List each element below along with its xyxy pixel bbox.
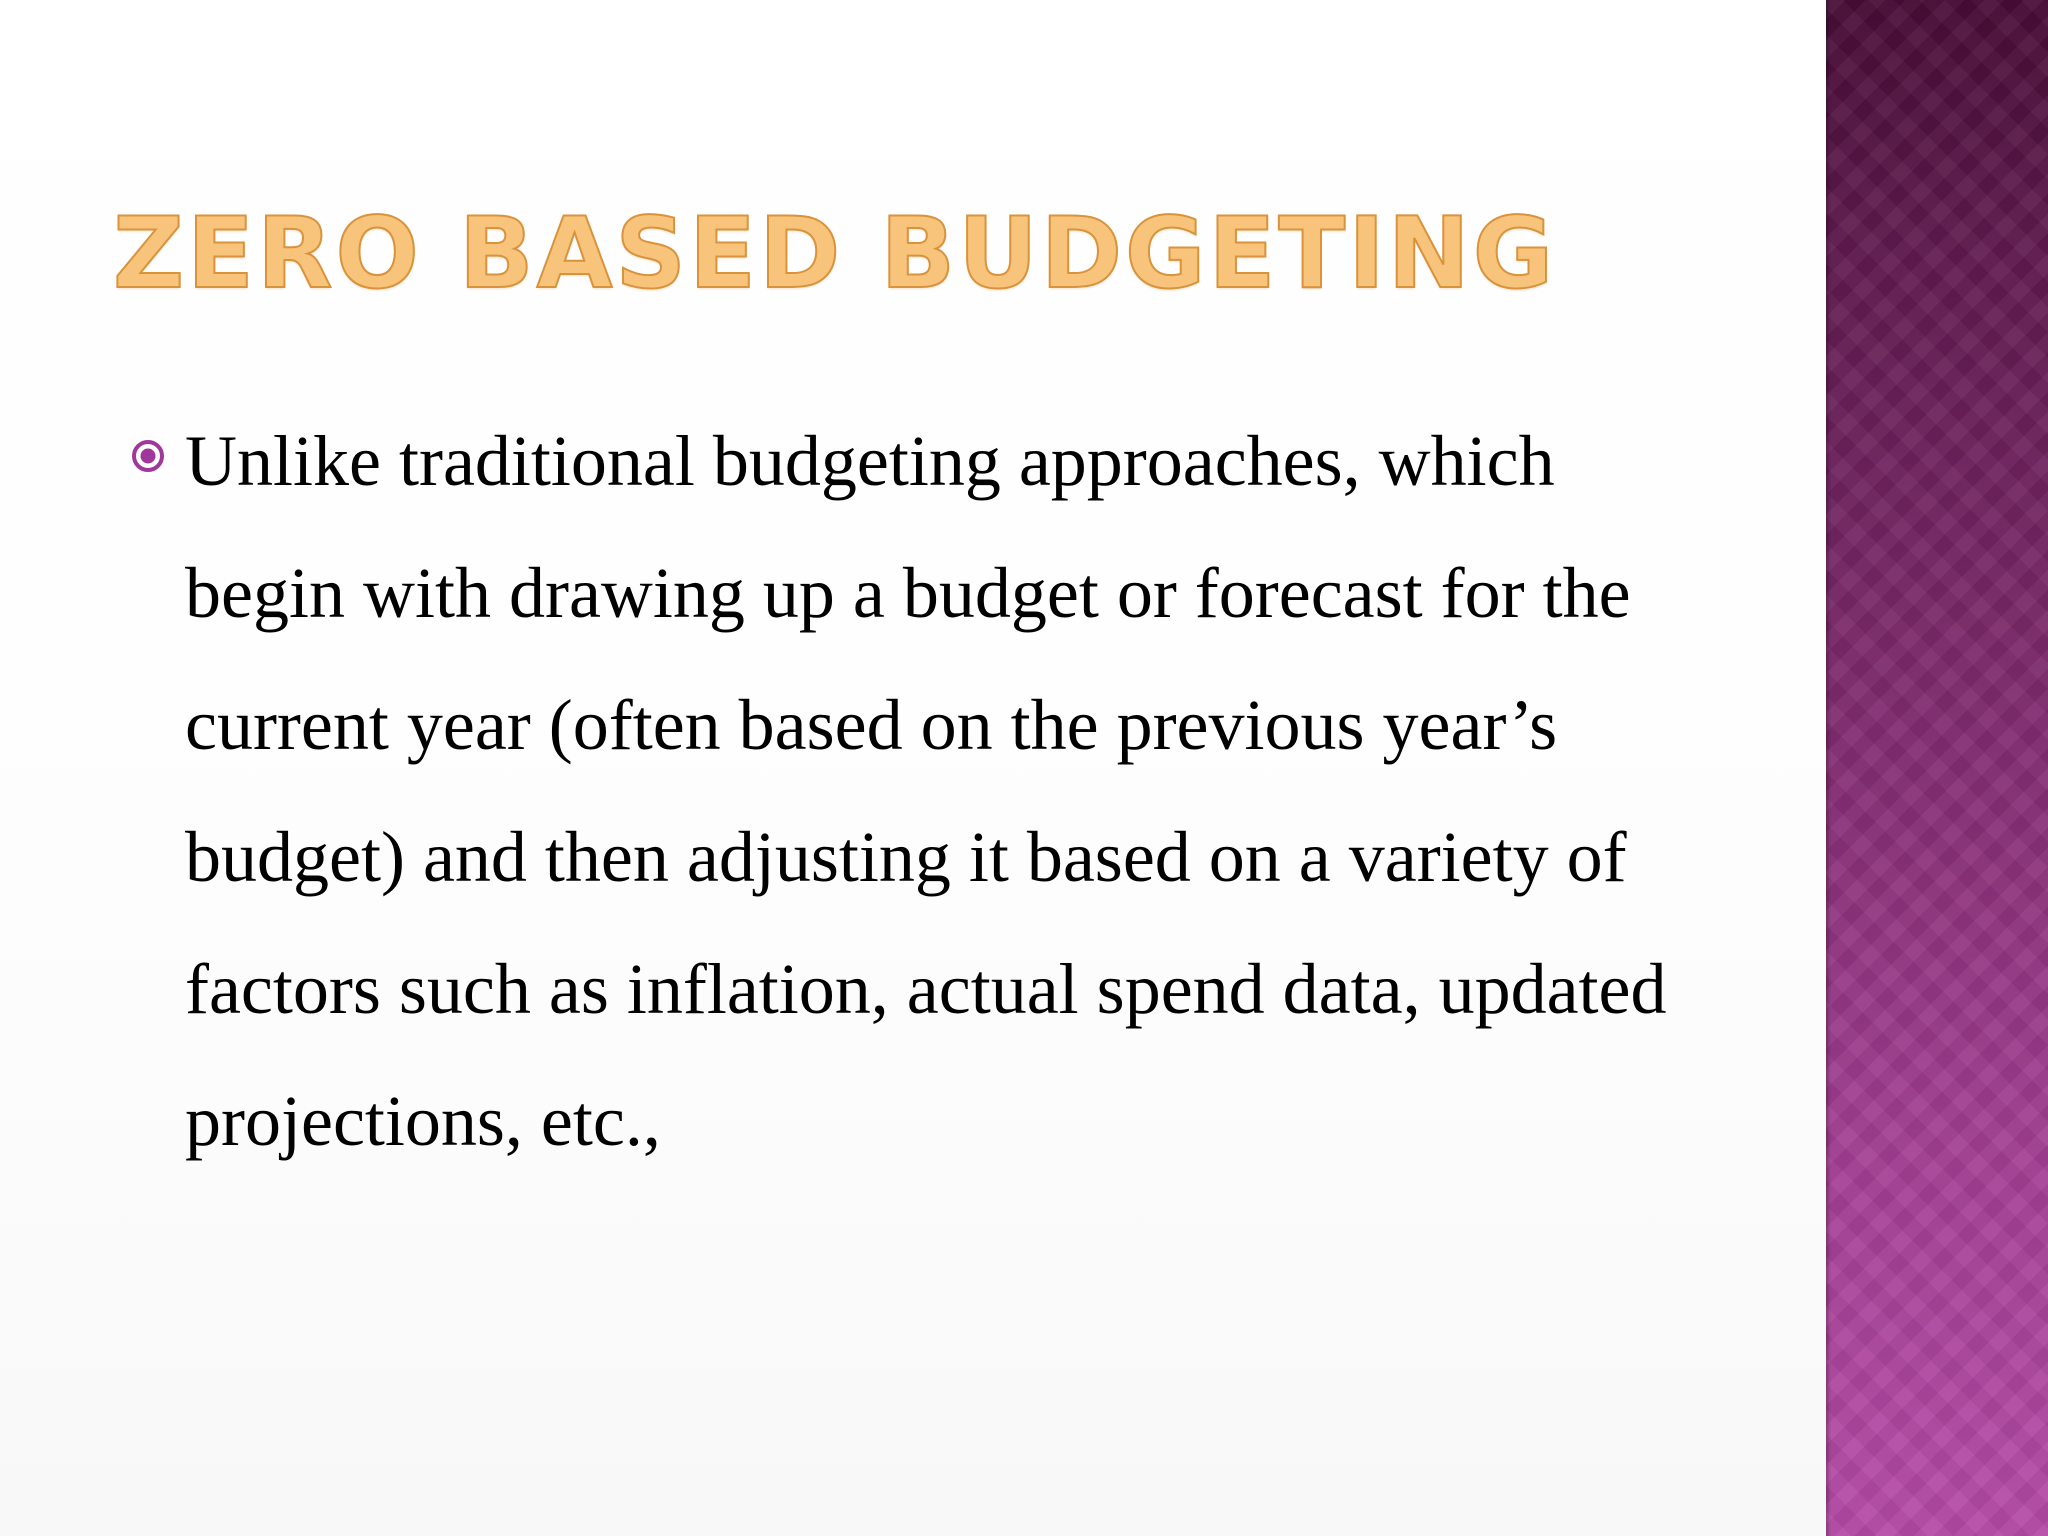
bullet-list bbox=[130, 395, 1730, 1187]
side-bar-edge-shadow bbox=[1826, 0, 1831, 1536]
target-bullet-icon bbox=[130, 438, 166, 474]
slide-title: ZERO BASED BUDGETING bbox=[113, 197, 1557, 311]
bullet-item bbox=[130, 395, 1730, 1187]
side-bar-texture bbox=[1826, 0, 2048, 1536]
bullet-text: Unlike traditional budgeting approaches, which begin with drawing up a budget or forecast for the current year (often based on the previous year’s budget) and then adjusting it based on a variety of factors such as inflation, actual spend data, updated projections, etc., bbox=[185, 421, 1667, 1161]
decorative-side-bar bbox=[1826, 0, 2048, 1536]
